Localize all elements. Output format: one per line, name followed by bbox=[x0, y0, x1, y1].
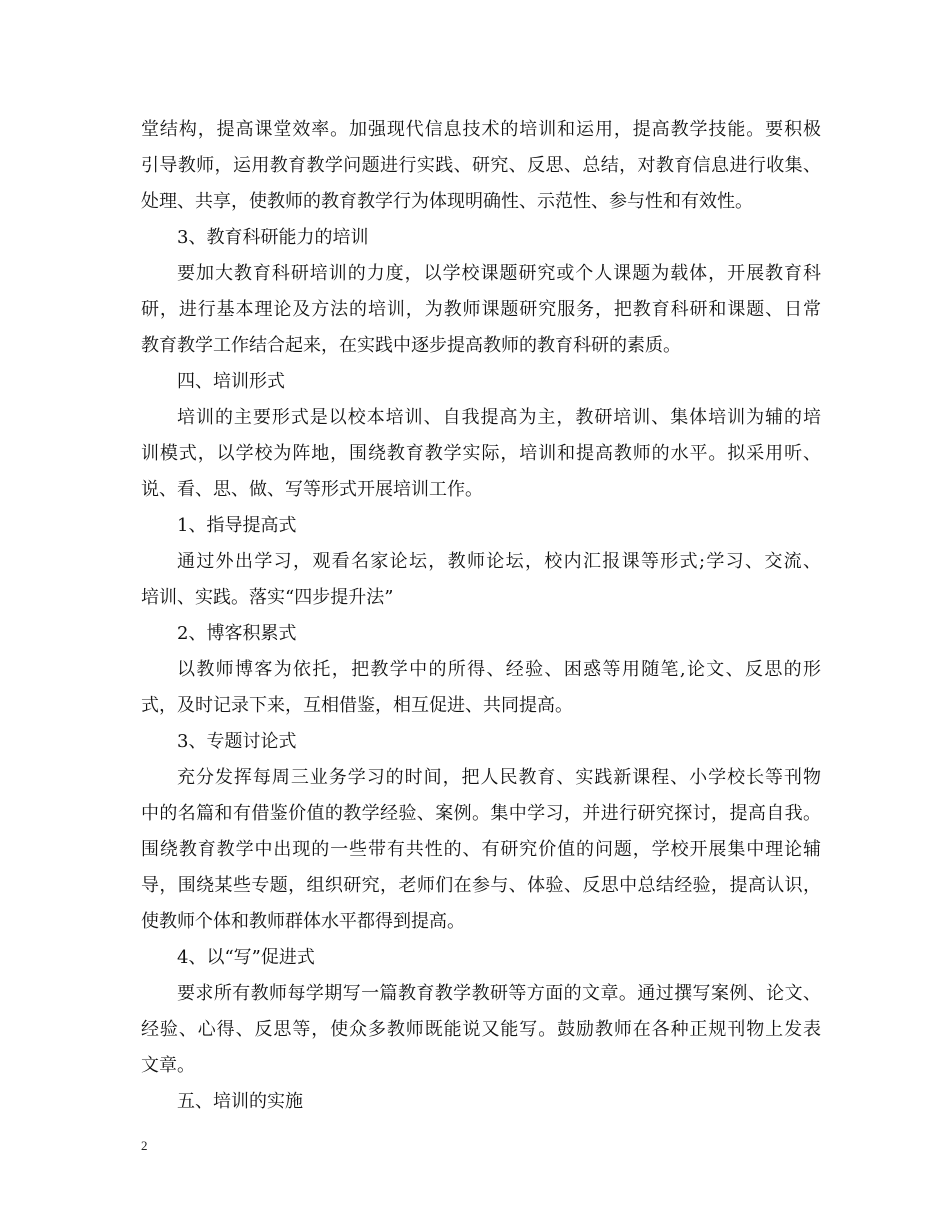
text-line: 五、培训的实施 bbox=[177, 1091, 303, 1112]
document-body bbox=[141, 112, 821, 1120]
text-line: 培训的主要形式是以校本培训、自我提高为主，教研培训、集体培训为辅的培 bbox=[177, 407, 821, 428]
text-line: 通过外出学习，观看名家论坛，教师论坛，校内汇报课等形式;学习、交流、 bbox=[177, 551, 821, 572]
text-line: 文章。 bbox=[141, 1055, 195, 1076]
text-line: 中的名篇和有借鉴价值的教学经验、案例。集中学习，并进行研究探讨，提高自我。 bbox=[141, 803, 821, 824]
page-number: 2 bbox=[141, 1138, 148, 1153]
text-line: 研，进行基本理论及方法的培训，为教师课题研究服务，把教育科研和课题、日常 bbox=[141, 299, 821, 320]
text-line: 要求所有教师每学期写一篇教育教学教研等方面的文章。通过撰写案例、论文、 bbox=[177, 983, 821, 1004]
text-line: 四、培训形式 bbox=[177, 371, 285, 392]
text-line: 培训、实践。落实“四步提升法” bbox=[141, 587, 394, 608]
text-line: 3、教育科研能力的培训 bbox=[177, 227, 369, 248]
text-line: 使教师个体和教师群体水平都得到提高。 bbox=[141, 911, 465, 932]
text-line: 以教师博客为依托，把教学中的所得、经验、困惑等用随笔,论文、反思的形 bbox=[177, 659, 821, 680]
text-line: 经验、心得、反思等，使众多教师既能说又能写。鼓励教师在各种正规刊物上发表 bbox=[141, 1019, 821, 1040]
text-line: 4、以“写”促进式 bbox=[177, 947, 315, 968]
text-line: 教育教学工作结合起来，在实践中逐步提高教师的教育科研的素质。 bbox=[141, 335, 681, 356]
text-line: 说、看、思、做、写等形式开展培训工作。 bbox=[141, 479, 483, 500]
text-line: 式，及时记录下来，互相借鉴，相互促进、共同提高。 bbox=[141, 695, 573, 716]
text-line: 1、指导提高式 bbox=[177, 515, 297, 536]
text-line: 充分发挥每周三业务学习的时间，把人民教育、实践新课程、小学校长等刊物 bbox=[177, 767, 821, 788]
text-line: 处理、共享，使教师的教育教学行为体现明确性、示范性、参与性和有效性。 bbox=[141, 191, 753, 212]
text-line: 要加大教育科研培训的力度，以学校课题研究或个人课题为载体，开展教育科 bbox=[177, 263, 821, 284]
text-line: 训模式，以学校为阵地，围绕教育教学实际，培训和提高教师的水平。拟采用听、 bbox=[141, 443, 821, 464]
text-line: 3、专题讨论式 bbox=[177, 731, 297, 752]
text-line: 导，围绕某些专题，组织研究，老师们在参与、体验、反思中总结经验，提高认识， bbox=[141, 875, 821, 896]
text-line: 2、博客积累式 bbox=[177, 623, 297, 644]
text-line: 引导教师，运用教育教学问题进行实践、研究、反思、总结，对教育信息进行收集、 bbox=[141, 155, 821, 176]
text-line: 围绕教育教学中出现的一些带有共性的、有研究价值的问题，学校开展集中理论辅 bbox=[141, 839, 821, 860]
text-line: 堂结构，提高课堂效率。加强现代信息技术的培训和运用，提高教学技能。要积极 bbox=[141, 119, 821, 140]
